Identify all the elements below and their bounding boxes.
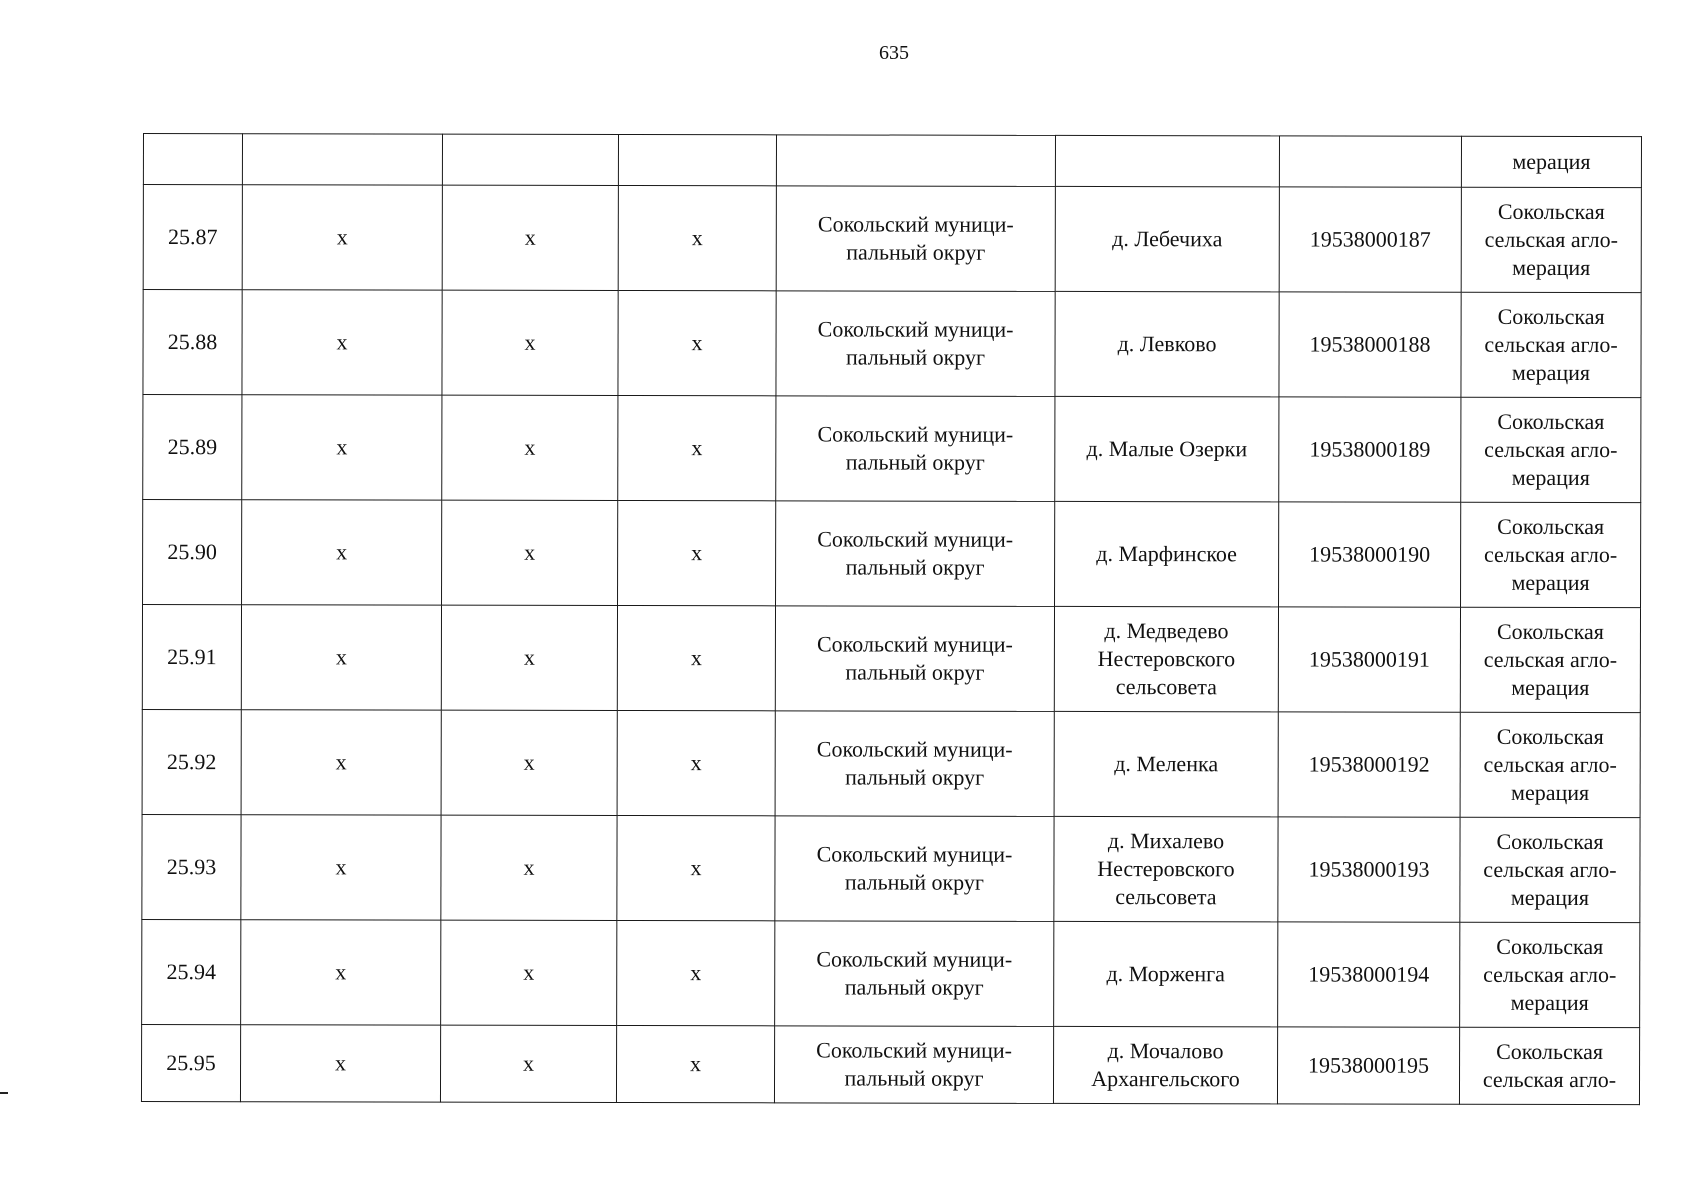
table-body — [141, 134, 1641, 1105]
mark-cell — [441, 605, 617, 710]
mark-cell-text: х — [523, 1050, 535, 1076]
mark-cell-text: х — [523, 854, 535, 880]
agglomeration-cell-text: Сокольская сельская агло- мерация — [1484, 198, 1618, 281]
table-row — [142, 709, 1640, 817]
settlement-cell-text: д. Малые Озерки — [1086, 435, 1248, 462]
page-number: 635 — [879, 42, 909, 64]
row-number-cell — [142, 814, 241, 919]
district-cell-text: Сокольский муници- пальный округ — [817, 316, 1014, 370]
district-cell-text: Сокольский муници- пальный округ — [816, 946, 1013, 1000]
district-cell — [775, 606, 1054, 712]
mark-cell — [242, 500, 442, 605]
settlement-cell-text: д. Марфинское — [1096, 540, 1237, 567]
oktmo-code-cell — [1279, 502, 1461, 607]
row-number-cell — [143, 290, 242, 395]
agglomeration-cell — [1460, 817, 1640, 922]
continuation-agglomeration-cell: мерация — [1461, 136, 1641, 187]
agglomeration-cell-text: Сокольская сельская агло- мерация — [1484, 303, 1618, 386]
row-number-cell — [141, 1024, 240, 1101]
agglomeration-cell — [1461, 187, 1641, 292]
district-cell — [775, 921, 1054, 1027]
mark-cell-text: х — [690, 1051, 702, 1077]
mark-cell — [442, 185, 618, 290]
mark-cell — [240, 1025, 440, 1102]
oktmo-code-cell-text: 19538000192 — [1308, 751, 1430, 777]
district-cell-text: Сокольский муници- пальный округ — [816, 631, 1013, 685]
row-number-cell-text: 25.89 — [167, 434, 218, 460]
mark-cell — [618, 185, 776, 290]
mark-cell-text: х — [336, 224, 348, 250]
mark-cell — [241, 815, 441, 920]
oktmo-code-cell-text: 19538000195 — [1308, 1052, 1430, 1078]
oktmo-code-cell-text: 19538000191 — [1308, 646, 1430, 672]
mark-cell — [442, 395, 618, 500]
mark-cell-text: х — [335, 644, 347, 670]
settlement-cell-text: д. Морженга — [1106, 961, 1225, 987]
agglomeration-cell — [1460, 607, 1640, 712]
oktmo-code-cell-text: 19538000187 — [1309, 226, 1431, 252]
row-number-cell-text: 25.95 — [166, 1050, 216, 1076]
oktmo-code-cell-text: 19538000190 — [1309, 541, 1431, 567]
continuation-cell — [776, 135, 1055, 187]
oktmo-code-cell-text: 19538000189 — [1309, 436, 1431, 462]
oktmo-code-cell-text: 19538000194 — [1308, 961, 1430, 987]
mark-cell — [241, 710, 441, 815]
settlement-cell — [1054, 711, 1278, 816]
mark-cell-text: х — [336, 329, 348, 355]
continuation-cell — [242, 134, 442, 185]
mark-cell — [442, 500, 618, 605]
oktmo-code-cell-text: 19538000193 — [1308, 856, 1430, 882]
settlement-cell-text: д. Лебечиха — [1112, 226, 1223, 252]
oktmo-code-cell — [1279, 292, 1461, 397]
mark-cell-text: х — [690, 960, 702, 986]
table-row — [143, 500, 1641, 608]
agglomeration-cell — [1461, 397, 1641, 502]
margin-mark — [0, 1092, 8, 1094]
district-cell-text: Сокольский муници- пальный округ — [816, 841, 1013, 895]
settlement-cell-text: д. Левково — [1117, 331, 1217, 357]
table-row — [142, 919, 1640, 1027]
mark-cell-text: х — [335, 854, 347, 880]
agglomeration-cell-text: Сокольская сельская агло- мерация — [1483, 618, 1618, 701]
oktmo-code-cell — [1278, 817, 1460, 922]
settlement-cell — [1054, 921, 1278, 1026]
mark-cell — [242, 395, 442, 500]
mark-cell — [617, 920, 775, 1025]
settlement-cell-text: д. Меленка — [1114, 751, 1219, 777]
table-row — [142, 814, 1640, 922]
district-cell-text: Сокольский муници- пальный округ — [816, 736, 1013, 790]
mark-cell-text: х — [524, 329, 536, 355]
district-cell-text: Сокольский муници- пальный округ — [817, 421, 1014, 475]
mark-cell — [617, 710, 775, 815]
mark-cell — [242, 290, 442, 395]
agglomeration-cell — [1461, 502, 1641, 607]
agglomeration-cell-text: Сокольская сельская агло- мерация — [1484, 408, 1618, 491]
oktmo-code-cell — [1279, 397, 1461, 502]
settlement-cell — [1053, 1026, 1277, 1103]
mark-cell — [241, 605, 441, 710]
mark-cell — [616, 1025, 774, 1102]
district-cell — [776, 186, 1055, 292]
row-number-cell-text: 25.94 — [166, 959, 217, 985]
district-cell — [775, 816, 1054, 922]
mark-cell — [441, 710, 617, 815]
row-number-cell — [143, 185, 242, 290]
district-cell — [776, 396, 1055, 502]
agglomeration-cell — [1460, 922, 1640, 1027]
mark-cell — [440, 1025, 616, 1102]
oktmo-code-cell-text: 19538000188 — [1309, 331, 1431, 357]
mark-cell-text: х — [523, 749, 535, 775]
oktmo-code-cell — [1279, 187, 1461, 292]
settlement-cell — [1055, 186, 1279, 291]
continuation-cell — [1279, 136, 1461, 187]
continuation-cell — [618, 134, 776, 185]
mark-cell-text: х — [691, 225, 703, 251]
mark-cell-text: х — [335, 1050, 347, 1076]
mark-cell-text: х — [336, 539, 348, 565]
mark-cell — [441, 815, 617, 920]
mark-cell-text: х — [691, 540, 703, 566]
agglomeration-cell — [1461, 292, 1641, 397]
agglomeration-cell-text: Сокольская сельская агло- мерация — [1483, 933, 1617, 1016]
mark-cell — [241, 920, 441, 1025]
mark-cell — [442, 290, 618, 395]
row-number-cell-text: 25.92 — [166, 749, 217, 775]
mark-cell-text: х — [690, 645, 702, 671]
agglomeration-cell-text: Сокольская сельская агло- мерация — [1483, 513, 1618, 596]
agglomeration-cell — [1459, 1027, 1639, 1104]
agglomeration-cell-text: Сокольская сельская агло- — [1482, 1038, 1617, 1093]
district-cell-text: Сокольский муници- пальный округ — [817, 526, 1014, 580]
table-row — [143, 395, 1641, 503]
continuation-row — [143, 134, 1641, 188]
row-number-cell — [142, 709, 241, 814]
mark-cell — [618, 395, 776, 500]
settlement-cell — [1055, 501, 1279, 606]
row-number-cell — [143, 395, 242, 500]
settlement-cell — [1054, 816, 1278, 921]
mark-cell-text: х — [691, 330, 703, 356]
mark-cell-text: х — [336, 434, 348, 460]
settlements-table — [141, 133, 1642, 1105]
oktmo-code-cell — [1278, 607, 1460, 712]
row-number-cell-text: 25.93 — [166, 854, 217, 880]
row-number-cell — [143, 500, 242, 605]
row-number-cell-text: 25.91 — [167, 644, 217, 670]
mark-cell — [618, 500, 776, 605]
continuation-cell — [442, 134, 618, 185]
settlement-cell — [1055, 291, 1279, 396]
settlement-cell-text: д. Михалево Нестеровского сельсовета — [1097, 828, 1235, 910]
district-cell — [774, 1026, 1053, 1104]
mark-cell-text: х — [690, 750, 702, 776]
mark-cell — [617, 605, 775, 710]
row-number-cell — [142, 605, 241, 710]
agglomeration-cell-text: Сокольская сельская агло- мерация — [1483, 723, 1617, 806]
mark-cell-text: х — [335, 959, 347, 985]
row-number-cell-text: 25.87 — [168, 224, 218, 250]
district-cell-text: Сокольский муници- пальный округ — [817, 211, 1014, 265]
mark-cell — [618, 290, 776, 395]
table-row — [142, 605, 1640, 713]
oktmo-code-cell — [1278, 712, 1460, 817]
mark-cell-text: х — [524, 224, 536, 250]
mark-cell-text: х — [523, 959, 535, 985]
mark-cell — [242, 185, 442, 290]
district-cell — [776, 291, 1055, 397]
table-row — [143, 290, 1641, 398]
district-cell-text: Сокольский муници- пальный округ — [816, 1037, 1013, 1091]
continuation-cell — [1055, 135, 1279, 186]
settlement-cell — [1055, 396, 1279, 501]
mark-cell — [617, 815, 775, 920]
agglomeration-cell — [1460, 712, 1640, 817]
oktmo-code-cell — [1277, 1027, 1459, 1104]
continuation-cell — [143, 134, 242, 185]
agglomeration-cell-text: Сокольская сельская агло- мерация — [1483, 828, 1617, 911]
row-number-cell — [142, 919, 241, 1024]
mark-cell-text: х — [524, 434, 536, 460]
table-row — [143, 185, 1641, 293]
district-cell — [776, 501, 1055, 607]
mark-cell-text: х — [523, 644, 535, 670]
settlement-cell-text: д. Мочалово Архангельского — [1091, 1038, 1240, 1092]
mark-cell — [441, 920, 617, 1025]
oktmo-code-cell — [1278, 922, 1460, 1027]
settlement-cell — [1054, 606, 1278, 711]
row-number-cell-text: 25.88 — [167, 329, 218, 355]
district-cell — [775, 711, 1054, 817]
mark-cell-text: х — [690, 855, 702, 881]
settlement-cell-text: д. Медведево Нестеровского сельсовета — [1097, 618, 1236, 700]
table-row — [141, 1024, 1639, 1104]
mark-cell-text: х — [524, 539, 536, 565]
mark-cell-text: х — [691, 435, 703, 461]
mark-cell-text: х — [335, 749, 347, 775]
row-number-cell-text: 25.90 — [167, 539, 217, 565]
settlements-table-wrapper — [141, 133, 1642, 1105]
